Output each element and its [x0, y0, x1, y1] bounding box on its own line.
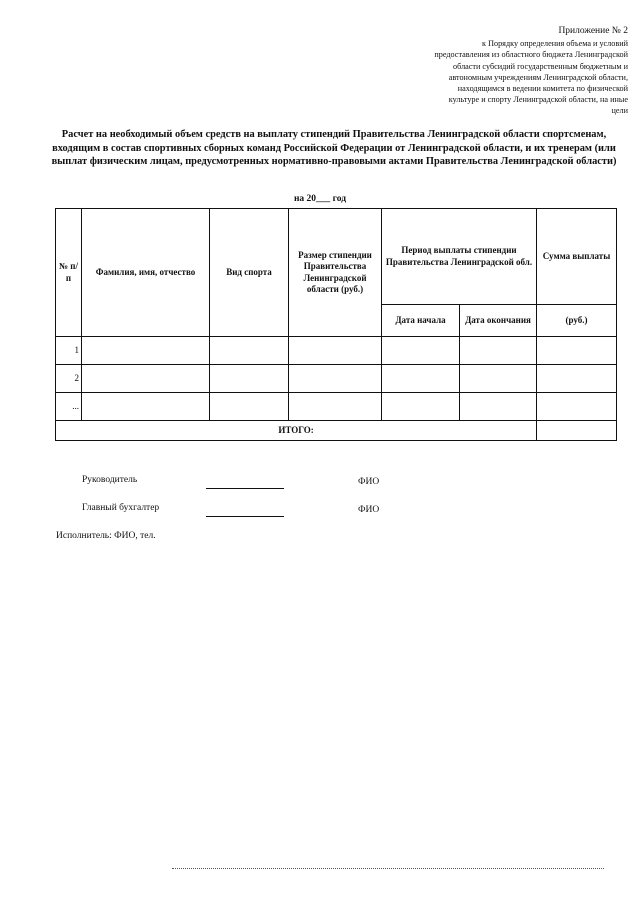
document-title: Расчет на необходимый объем средств на выплату стипендий Правительства Ленинградской области спортсменам, входящим в состав спортивных сборных команд Российской Федерации от Ленинградской области, и их тренерам (или выплат физическим лицам, предусмотренных нормативно-правовыми актами Правительства Ленинградской области) [51, 129, 617, 167]
appendix-line: цели [611, 106, 628, 116]
cell-start-date [382, 337, 460, 365]
cell-sum [537, 365, 617, 393]
total-sum [537, 421, 617, 441]
header-sport: Вид спорта [210, 209, 289, 337]
cell-name [82, 365, 210, 393]
row-number: 1 [56, 337, 82, 365]
row-number: ... [56, 393, 82, 421]
header-period-group: Период выплаты стипендии Правительства Ленинградской обл. [382, 209, 537, 305]
appendix-number: Приложение № 2 [558, 26, 628, 36]
accountant-signature-line [206, 516, 284, 517]
appendix-line: области субсидий государственным бюджетным и [453, 61, 628, 71]
accountant-fio: ФИО [358, 505, 380, 515]
head-label: Руководитель [82, 475, 138, 485]
cell-name [82, 337, 210, 365]
cell-amount [289, 365, 382, 393]
appendix-line: к Порядку определения объема и условий [482, 39, 628, 49]
header-row [56, 209, 617, 305]
header-name: Фамилия, имя, отчество [82, 209, 210, 337]
table-row [56, 393, 617, 421]
cell-amount [289, 393, 382, 421]
cell-start-date [382, 393, 460, 421]
total-row [56, 421, 617, 441]
header-sum: Сумма выплаты [537, 209, 617, 305]
calculation-table [55, 208, 617, 441]
appendix-note [368, 26, 628, 117]
cell-sport [210, 365, 289, 393]
cell-end-date [460, 337, 537, 365]
header-sum-unit: (руб.) [537, 305, 617, 337]
cell-sport [210, 337, 289, 365]
cell-amount [289, 337, 382, 365]
table-row [56, 337, 617, 365]
head-signature-line [206, 488, 284, 489]
appendix-line: находящимся в ведении комитета по физической [457, 84, 628, 94]
cell-sum [537, 393, 617, 421]
appendix-line: культуре и спорту Ленинградской области, на иные [448, 95, 628, 105]
period-line: на 20___ год [293, 194, 347, 204]
header-num: № п/п [56, 209, 82, 337]
accountant-label: Главный бухгалтер [82, 503, 160, 513]
row-number: 2 [56, 365, 82, 393]
cell-sport [210, 393, 289, 421]
appendix-line: предоставления из областного бюджета Ленинградской [434, 50, 628, 60]
cell-end-date [460, 365, 537, 393]
page-bottom-divider [172, 868, 604, 869]
appendix-line: автономным учреждениям Ленинградской области, [448, 72, 628, 82]
header-end-date: Дата окончания [460, 305, 537, 337]
cell-name [82, 393, 210, 421]
executor-line: Исполнитель: ФИО, тел. [56, 531, 156, 541]
cell-sum [537, 337, 617, 365]
total-label: ИТОГО: [56, 421, 537, 441]
header-amount-size: Размер стипендии Правительства Ленинградской области (руб.) [289, 209, 382, 337]
cell-start-date [382, 365, 460, 393]
header-start-date: Дата начала [382, 305, 460, 337]
table-row [56, 365, 617, 393]
cell-end-date [460, 393, 537, 421]
head-fio: ФИО [358, 477, 380, 487]
